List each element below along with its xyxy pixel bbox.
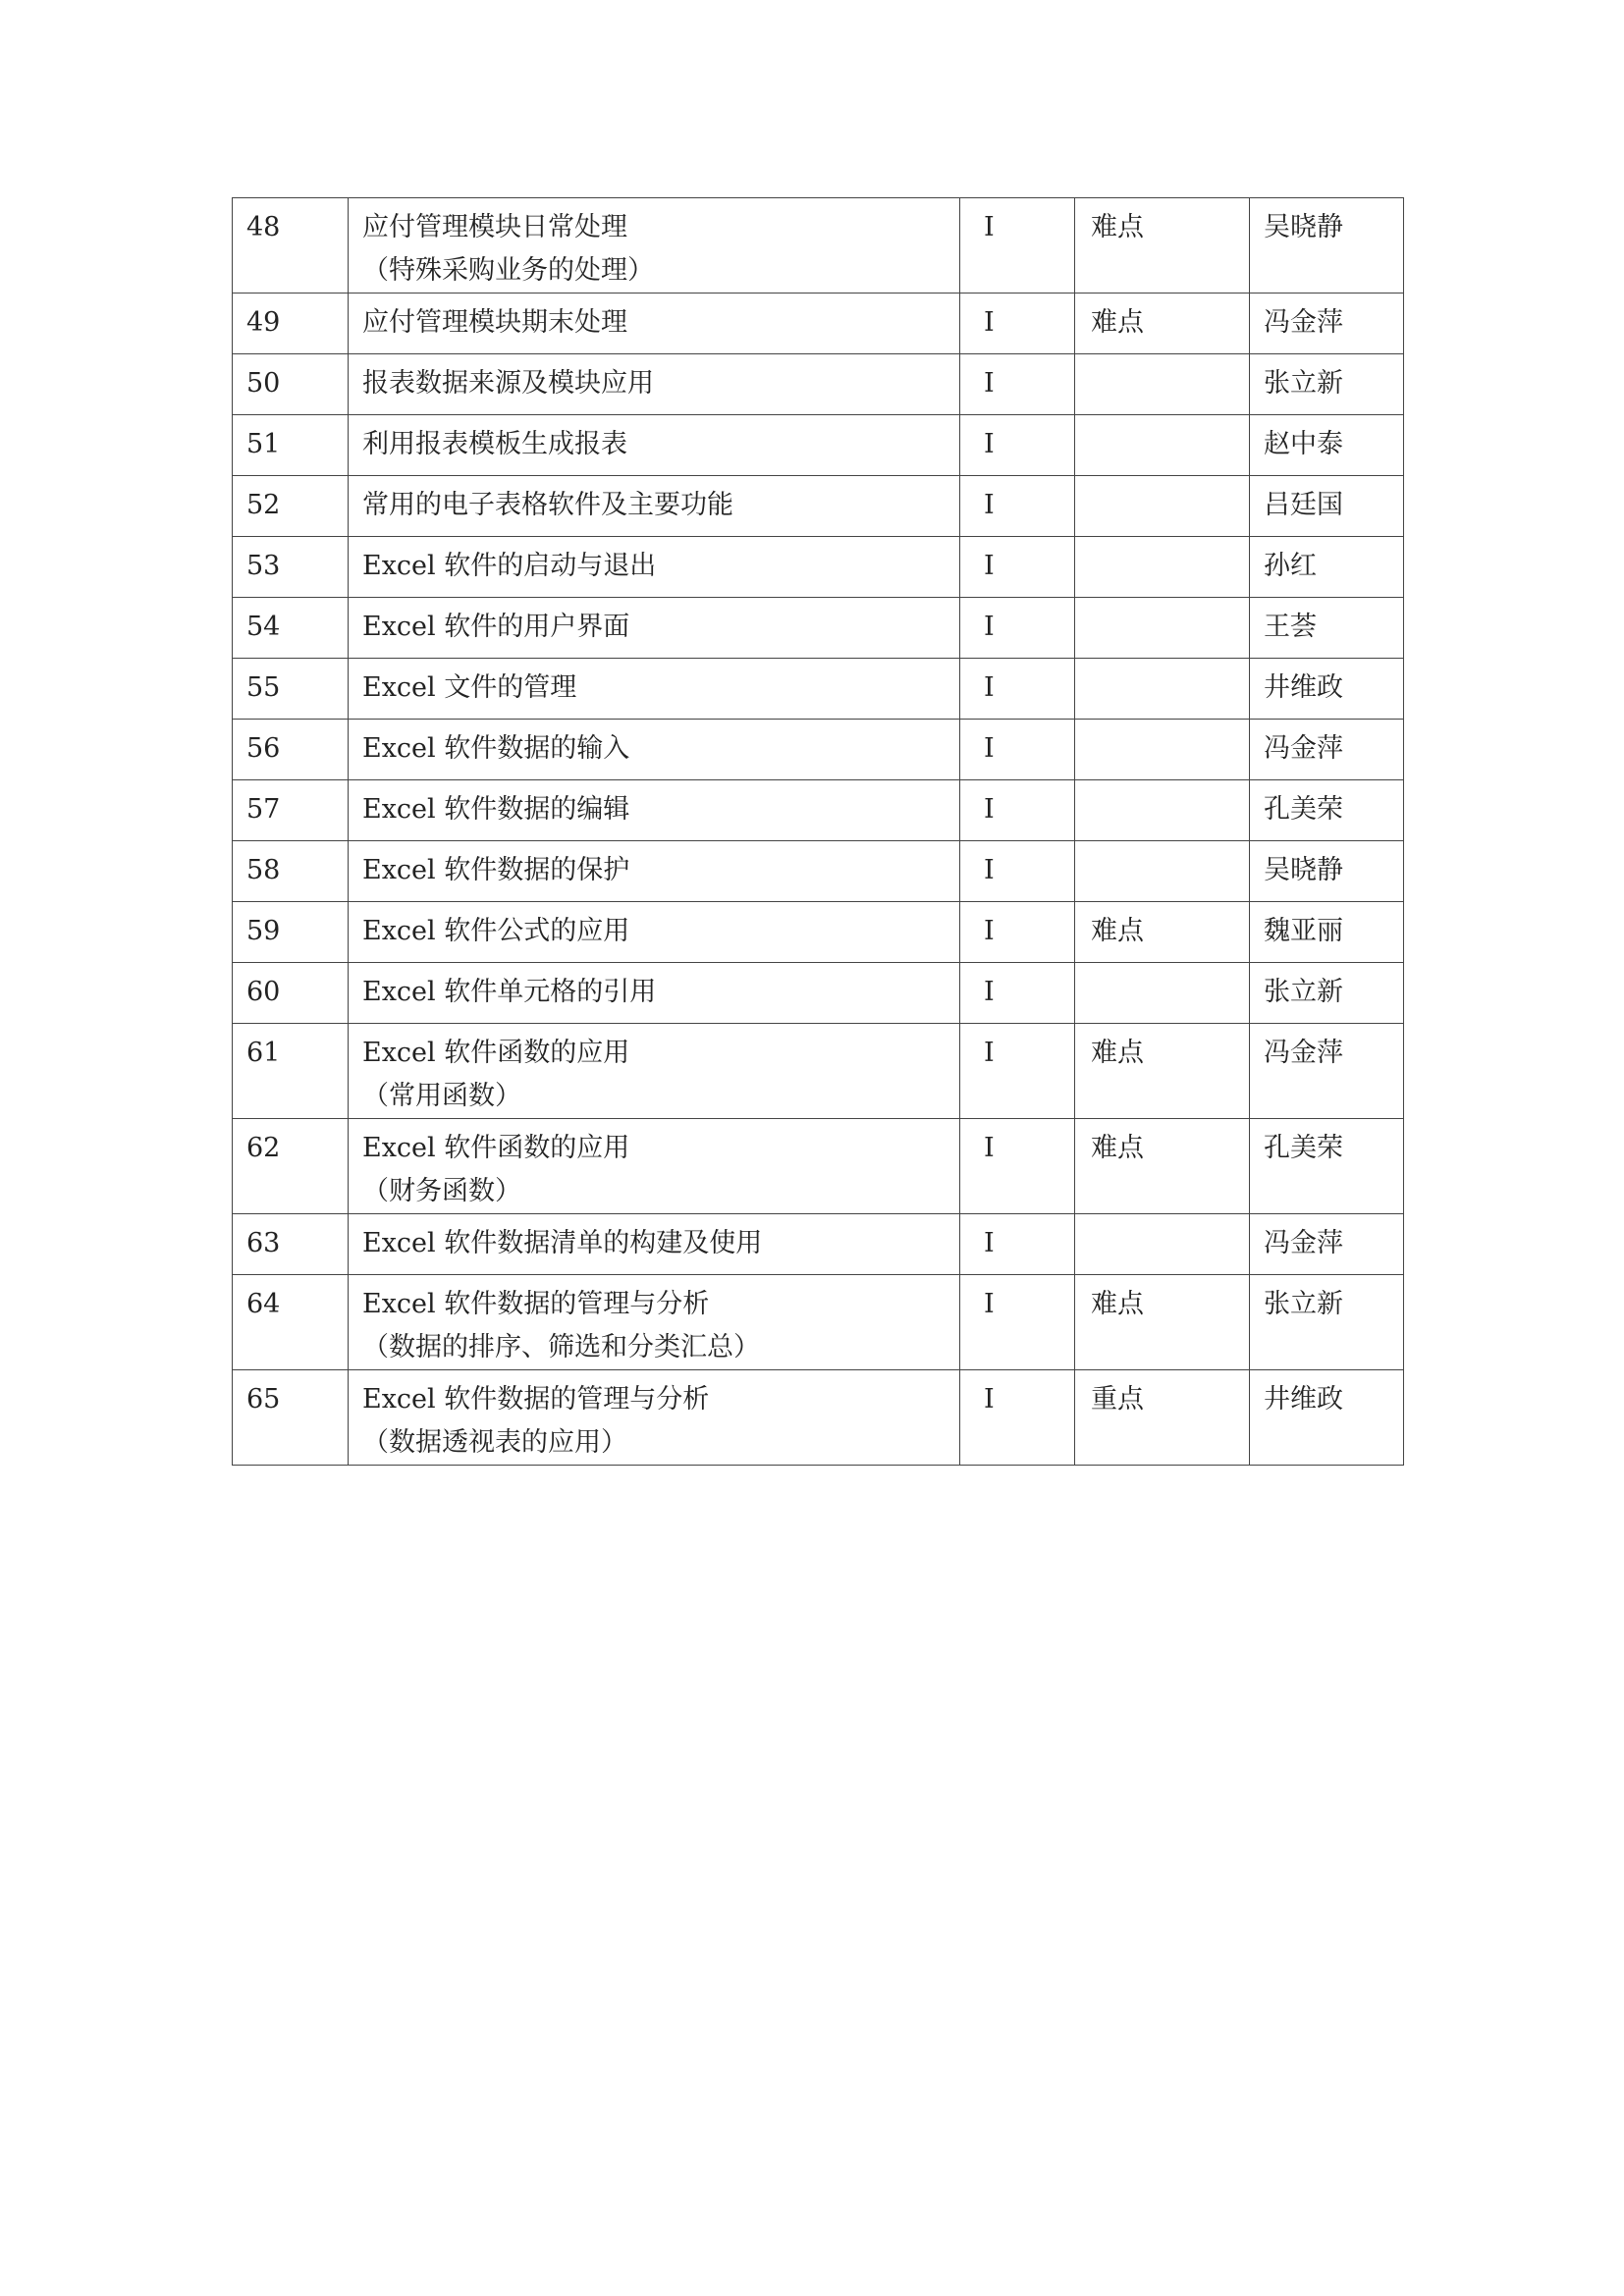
mark-cell	[1075, 1214, 1250, 1275]
topic-cell	[349, 198, 960, 294]
table-row	[233, 476, 1404, 537]
level-value: I	[984, 212, 995, 242]
person-name: 吴晓静	[1264, 212, 1343, 242]
row-number-cell	[233, 780, 349, 841]
person-cell	[1250, 902, 1404, 963]
topic-subtitle: （财务函数）	[362, 1176, 521, 1206]
mark-value: 难点	[1091, 916, 1144, 946]
topic-title: Excel 软件函数的应用	[362, 1038, 630, 1068]
mark-value: 难点	[1091, 1289, 1144, 1319]
topic-cell	[349, 1370, 960, 1466]
row-number: 50	[246, 368, 281, 399]
level-cell	[960, 902, 1075, 963]
topic-cell	[349, 841, 960, 902]
level-value: I	[984, 429, 995, 459]
mark-cell	[1075, 841, 1250, 902]
row-number-cell	[233, 1024, 349, 1119]
topic-cell	[349, 294, 960, 354]
table-row	[233, 415, 1404, 476]
topic-cell	[349, 1119, 960, 1214]
topic-title: Excel 软件数据的管理与分析	[362, 1384, 710, 1415]
mark-cell	[1075, 963, 1250, 1024]
row-number-cell	[233, 354, 349, 415]
row-number: 56	[246, 733, 281, 764]
table-row	[233, 1024, 1404, 1119]
topic-title: Excel 软件的用户界面	[362, 612, 630, 642]
person-name: 赵中泰	[1264, 429, 1343, 459]
row-number: 65	[246, 1384, 281, 1415]
level-cell	[960, 659, 1075, 720]
topic-cell	[349, 476, 960, 537]
level-value: I	[984, 855, 995, 885]
level-value: I	[984, 1038, 995, 1068]
topic-title: Excel 软件的启动与退出	[362, 551, 657, 581]
level-cell	[960, 1024, 1075, 1119]
topic-cell	[349, 720, 960, 780]
topic-title: Excel 软件数据的编辑	[362, 794, 630, 825]
row-number-cell	[233, 963, 349, 1024]
level-value: I	[984, 490, 995, 520]
row-number-cell	[233, 294, 349, 354]
row-number-cell	[233, 537, 349, 598]
topic-title: Excel 软件单元格的引用	[362, 977, 657, 1007]
row-number-cell	[233, 476, 349, 537]
topic-title: Excel 软件数据清单的构建及使用	[362, 1228, 763, 1258]
topic-cell	[349, 963, 960, 1024]
topic-cell	[349, 659, 960, 720]
mark-cell	[1075, 476, 1250, 537]
topic-cell	[349, 1214, 960, 1275]
topic-title: 应付管理模块期末处理	[362, 307, 627, 338]
table-row	[233, 1370, 1404, 1466]
row-number: 58	[246, 855, 281, 885]
row-number: 63	[246, 1228, 281, 1258]
topic-cell	[349, 1024, 960, 1119]
table-row	[233, 780, 1404, 841]
row-number-cell	[233, 841, 349, 902]
topic-cell	[349, 902, 960, 963]
mark-cell	[1075, 902, 1250, 963]
row-number: 57	[246, 794, 281, 825]
person-name: 吕廷国	[1264, 490, 1343, 520]
mark-cell	[1075, 198, 1250, 294]
level-value: I	[984, 1133, 995, 1163]
topic-title: Excel 软件函数的应用	[362, 1133, 630, 1163]
person-cell	[1250, 476, 1404, 537]
level-cell	[960, 720, 1075, 780]
person-name: 王荟	[1264, 612, 1317, 642]
level-cell	[960, 294, 1075, 354]
topic-title: 利用报表模板生成报表	[362, 429, 627, 459]
mark-cell	[1075, 659, 1250, 720]
person-name: 冯金萍	[1264, 1038, 1343, 1068]
person-name: 张立新	[1264, 977, 1343, 1007]
table-row	[233, 294, 1404, 354]
topic-cell	[349, 537, 960, 598]
table-row	[233, 1214, 1404, 1275]
table-row	[233, 598, 1404, 659]
person-name: 吴晓静	[1264, 855, 1343, 885]
person-name: 魏亚丽	[1264, 916, 1343, 946]
level-cell	[960, 537, 1075, 598]
row-number: 61	[246, 1038, 281, 1068]
level-cell	[960, 1370, 1075, 1466]
row-number: 64	[246, 1289, 281, 1319]
level-value: I	[984, 551, 995, 581]
person-cell	[1250, 294, 1404, 354]
topic-cell	[349, 598, 960, 659]
level-cell	[960, 841, 1075, 902]
person-cell	[1250, 198, 1404, 294]
topic-title: Excel 软件数据的管理与分析	[362, 1289, 710, 1319]
person-name: 孔美荣	[1264, 794, 1343, 825]
person-name: 冯金萍	[1264, 1228, 1343, 1258]
mark-cell	[1075, 1275, 1250, 1370]
topic-cell	[349, 415, 960, 476]
row-number-cell	[233, 902, 349, 963]
topic-title: Excel 软件数据的输入	[362, 733, 630, 764]
row-number: 51	[246, 429, 281, 459]
level-cell	[960, 963, 1075, 1024]
table-body	[233, 198, 1404, 1466]
row-number: 52	[246, 490, 281, 520]
person-name: 井维政	[1264, 672, 1343, 703]
topic-cell	[349, 354, 960, 415]
topic-subtitle: （特殊采购业务的处理）	[362, 255, 654, 286]
person-cell	[1250, 780, 1404, 841]
row-number-cell	[233, 1275, 349, 1370]
table-row	[233, 537, 1404, 598]
row-number: 49	[246, 307, 281, 338]
level-cell	[960, 780, 1075, 841]
table-row	[233, 963, 1404, 1024]
level-value: I	[984, 1228, 995, 1258]
person-name: 张立新	[1264, 368, 1343, 399]
table-row	[233, 720, 1404, 780]
row-number-cell	[233, 198, 349, 294]
table-row	[233, 1119, 1404, 1214]
person-name: 冯金萍	[1264, 733, 1343, 764]
row-number: 53	[246, 551, 281, 581]
topic-table	[232, 197, 1404, 1466]
mark-value: 难点	[1091, 1133, 1144, 1163]
topic-title: 报表数据来源及模块应用	[362, 368, 654, 399]
row-number-cell	[233, 415, 349, 476]
person-cell	[1250, 415, 1404, 476]
level-value: I	[984, 612, 995, 642]
level-cell	[960, 1119, 1075, 1214]
row-number: 48	[246, 212, 281, 242]
level-cell	[960, 476, 1075, 537]
mark-value: 难点	[1091, 307, 1144, 338]
mark-cell	[1075, 720, 1250, 780]
mark-cell	[1075, 780, 1250, 841]
person-cell	[1250, 598, 1404, 659]
person-cell	[1250, 1275, 1404, 1370]
person-cell	[1250, 659, 1404, 720]
level-value: I	[984, 977, 995, 1007]
mark-value: 难点	[1091, 212, 1144, 242]
level-cell	[960, 1214, 1075, 1275]
table-row	[233, 659, 1404, 720]
person-cell	[1250, 963, 1404, 1024]
person-name: 孔美荣	[1264, 1133, 1343, 1163]
level-cell	[960, 598, 1075, 659]
table-row	[233, 902, 1404, 963]
person-cell	[1250, 1024, 1404, 1119]
topic-subtitle: （数据透视表的应用）	[362, 1427, 627, 1458]
topic-cell	[349, 1275, 960, 1370]
topic-title: 常用的电子表格软件及主要功能	[362, 490, 733, 520]
topic-cell	[349, 780, 960, 841]
level-value: I	[984, 1289, 995, 1319]
level-cell	[960, 198, 1075, 294]
mark-cell	[1075, 294, 1250, 354]
level-value: I	[984, 1384, 995, 1415]
topic-subtitle: （常用函数）	[362, 1081, 521, 1111]
row-number: 55	[246, 672, 281, 703]
person-cell	[1250, 1119, 1404, 1214]
mark-cell	[1075, 537, 1250, 598]
row-number-cell	[233, 1119, 349, 1214]
mark-cell	[1075, 598, 1250, 659]
mark-value: 难点	[1091, 1038, 1144, 1068]
topic-title: Excel 软件数据的保护	[362, 855, 630, 885]
level-value: I	[984, 672, 995, 703]
mark-cell	[1075, 1024, 1250, 1119]
person-name: 井维政	[1264, 1384, 1343, 1415]
person-cell	[1250, 537, 1404, 598]
row-number-cell	[233, 1214, 349, 1275]
level-value: I	[984, 307, 995, 338]
level-cell	[960, 415, 1075, 476]
table-row	[233, 841, 1404, 902]
topic-subtitle: （数据的排序、筛选和分类汇总）	[362, 1332, 760, 1362]
topic-title: Excel 文件的管理	[362, 672, 577, 703]
person-name: 冯金萍	[1264, 307, 1343, 338]
mark-cell	[1075, 354, 1250, 415]
table-row	[233, 198, 1404, 294]
level-value: I	[984, 794, 995, 825]
mark-cell	[1075, 415, 1250, 476]
mark-value: 重点	[1091, 1384, 1144, 1415]
level-value: I	[984, 916, 995, 946]
row-number: 60	[246, 977, 281, 1007]
mark-cell	[1075, 1119, 1250, 1214]
row-number: 59	[246, 916, 281, 946]
level-cell	[960, 1275, 1075, 1370]
mark-cell	[1075, 1370, 1250, 1466]
person-cell	[1250, 354, 1404, 415]
topic-title: 应付管理模块日常处理	[362, 212, 627, 242]
row-number-cell	[233, 1370, 349, 1466]
row-number-cell	[233, 598, 349, 659]
level-value: I	[984, 733, 995, 764]
row-number: 54	[246, 612, 281, 642]
table-row	[233, 1275, 1404, 1370]
person-cell	[1250, 841, 1404, 902]
person-name: 张立新	[1264, 1289, 1343, 1319]
person-name: 孙红	[1264, 551, 1317, 581]
table-row	[233, 354, 1404, 415]
person-cell	[1250, 1214, 1404, 1275]
row-number-cell	[233, 720, 349, 780]
person-cell	[1250, 720, 1404, 780]
row-number-cell	[233, 659, 349, 720]
person-cell	[1250, 1370, 1404, 1466]
topic-title: Excel 软件公式的应用	[362, 916, 630, 946]
row-number: 62	[246, 1133, 281, 1163]
level-cell	[960, 354, 1075, 415]
level-value: I	[984, 368, 995, 399]
